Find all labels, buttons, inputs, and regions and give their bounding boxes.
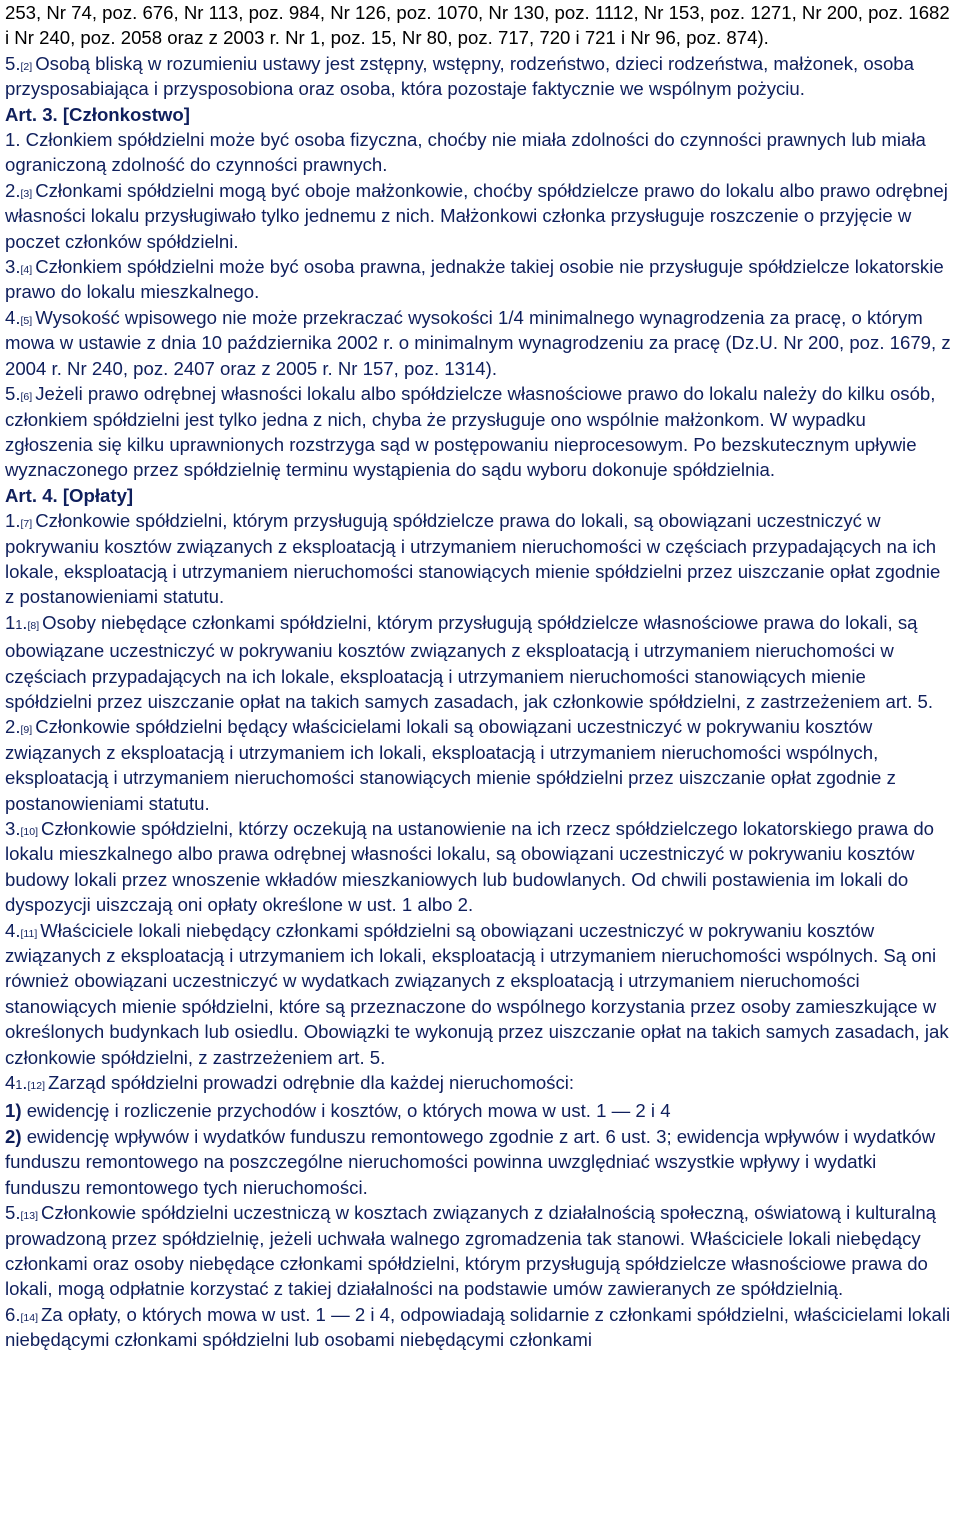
paragraph-text: Członkiem spółdzielni może być osoba prawna, jednakże takiej osobie nie przysługuje spółdzielcze lokatorskie prawo do lokalu mieszkalnego. bbox=[5, 256, 944, 303]
footnote-ref[interactable]: [7] bbox=[20, 518, 33, 531]
paragraph-number: 3. bbox=[5, 818, 21, 839]
art2-paragraph-5 bbox=[5, 51, 952, 102]
paragraph-number: 1 bbox=[5, 611, 16, 633]
art4-paragraph-3 bbox=[5, 816, 952, 918]
paragraph-number: 4. bbox=[5, 306, 21, 328]
art4-paragraph-6 bbox=[5, 1302, 952, 1353]
footnote-ref[interactable]: [9] bbox=[20, 724, 33, 737]
footnote-ref[interactable]: [3] bbox=[20, 187, 33, 200]
art4-paragraph-1-1 bbox=[5, 610, 952, 715]
art4-paragraph-4-1-item-1 bbox=[5, 1098, 952, 1123]
footnote-ref[interactable]: [14] bbox=[20, 1311, 39, 1324]
paragraph-number: 2. bbox=[5, 179, 21, 201]
footnote-ref[interactable]: [13] bbox=[20, 1210, 39, 1223]
paragraph-text: Członkowie spółdzielni, którzy oczekują na ustanowienie na ich rzecz spółdzielczego lokatorskiego prawa do lokalu mieszkalnego albo prawa odrębnej własności lokalu, są obowiązani uczestniczyć w pokrywaniu kosztów budowy lokali przez wnoszenie wkładów mieszkaniowych lub budowlanych. Od chwili postawienia im lokali do dyspozycji uiszczają oni opłaty określone w ust. 1 albo 2. bbox=[5, 818, 935, 916]
paragraph-number: 5. bbox=[5, 383, 21, 405]
paragraph-text: Właściciele lokali niebędący członkami spółdzielni są obowiązani uczestniczyć w pokrywaniu kosztów związanych z eksploatacją i utrzymaniem ich lokali, eksploatacją i utrzymaniem nieruchomości wspólnych. Są oni również obowiązani uczestniczyć w wydatkach związanych z eksploatacją i utrzymaniem nieruchomości stanowiących mienie spółdzielni, które są przeznaczone do wspólnego korzystania przez osoby zamieszkujące w określonych budynkach lub osiedlu. Obowiązki te wykonują przez uiszczanie opłat na takich samych zasadach, jak członkowie spółdzielni, z zastrzeżeniem art. 5. bbox=[5, 919, 949, 1068]
footnote-ref[interactable]: [11] bbox=[20, 927, 38, 940]
art4-paragraph-1 bbox=[5, 508, 952, 610]
item-text: ewidencję wpływów i wydatków funduszu remontowego zgodnie z art. 6 ust. 3; ewidencja wpływów i wydatków funduszu remontowego na poszczególne nieruchomości powinna uwzględniać wszystkie wpływy i wydatki funduszu remontowego tych nieruchomości. bbox=[5, 1125, 936, 1198]
art3-paragraph-4 bbox=[5, 305, 952, 381]
intro-paragraph: 253, Nr 74, poz. 676, Nr 113, poz. 984, Nr 126, poz. 1070, Nr 130, poz. 1112, Nr 153, poz. 1271, Nr 200, poz. 1682 i Nr 240, poz. 2058 oraz z 2003 r. Nr 1, poz. 15, Nr 80, poz. 717, 720 i 721 i Nr 96, poz. 874). bbox=[5, 2, 950, 49]
paragraph-number: 4. bbox=[5, 919, 21, 941]
footnote-ref[interactable]: [5] bbox=[20, 314, 33, 327]
paragraph-number: 3. bbox=[5, 256, 21, 278]
paragraph-number: 1. bbox=[5, 510, 21, 532]
art4-heading: Art. 4. [Opłaty] bbox=[5, 484, 134, 506]
footnote-ref[interactable]: [12] bbox=[27, 1080, 45, 1093]
art3-heading: Art. 3. [Członkostwo] bbox=[5, 103, 190, 125]
paragraph-number: 2. bbox=[5, 716, 21, 738]
art4-paragraph-5 bbox=[5, 1200, 952, 1302]
art4-paragraph-4-1-item-2 bbox=[5, 1124, 952, 1200]
paragraph-text: Jeżeli prawo odrębnej własności lokalu albo spółdzielcze własnościowe prawo do lokalu należy do kilku osób, członkiem spółdzielni jest tylko jedna z nich, chyba że przysługuje ono wspólnie małżonkom. W wypadku zgłoszenia się kilku uprawnionych rozstrzyga sąd w postępowaniu nieprocesowym. Po bezskutecznym upływie wyznaczonego przez spółdzielnię terminu wystąpienia do sądu wyboru dokonuje spółdzielnia. bbox=[5, 383, 936, 481]
paragraph-number-dot: . bbox=[22, 1072, 28, 1094]
item-number: 2) bbox=[5, 1125, 22, 1147]
paragraph-number-dot: . bbox=[22, 611, 28, 633]
paragraph-number-sub: 1 bbox=[15, 1078, 23, 1093]
art3-paragraph-5 bbox=[5, 381, 952, 483]
paragraph-number: 5. bbox=[5, 52, 21, 74]
art4-paragraph-4 bbox=[5, 918, 952, 1070]
art4-paragraph-4-1 bbox=[5, 1070, 952, 1098]
paragraph-text: Wysokość wpisowego nie może przekraczać wysokości 1/4 minimalnego wynagrodzenia za pracę, o którym mowa w ustawie z dnia 10 października 2002 r. o minimalnym wynagrodzeniu za pracę (Dz.U. Nr 200, poz. 1679, z 2004 r. Nr 240, poz. 2407 oraz z 2005 r. Nr 157, poz. 1314). bbox=[5, 306, 951, 379]
footnote-ref[interactable]: [10] bbox=[20, 826, 39, 838]
footnote-ref[interactable]: [6] bbox=[20, 391, 33, 404]
art3-paragraph-2 bbox=[5, 178, 952, 254]
art4-paragraph-2 bbox=[5, 714, 952, 816]
paragraph-text: Członkami spółdzielni mogą być oboje małżonkowie, choćby spółdzielcze prawo do lokalu albo prawo odrębnej własności lokalu przysługiwało tylko jednemu z nich. Małżonkowi członka przysługuje roszczenie o przyjęcie w poczet członków spółdzielni. bbox=[5, 179, 948, 252]
footnote-ref[interactable]: [4] bbox=[20, 264, 33, 277]
paragraph-number: 4 bbox=[5, 1072, 16, 1094]
paragraph-number: 6. bbox=[5, 1303, 21, 1325]
paragraph-text: Osobą bliską w rozumieniu ustawy jest zstępny, wstępny, rodzeństwo, dzieci rodzeństwa, małżonek, osoba przysposabiająca i przysposobiona oraz osoba, która pozostaje faktycznie we wspólnym pożyciu. bbox=[5, 52, 914, 100]
paragraph-number-sub: 1 bbox=[15, 617, 23, 632]
paragraph-number: 5. bbox=[5, 1202, 21, 1224]
paragraph-text: Osoby niebędące członkami spółdzielni, którym przysługują spółdzielcze własnościowe prawa do lokali, są obowiązane uczestniczyć w pokrywaniu kosztów związanych z eksploatacją i utrzymaniem nieruchomości w częściach przypadających na ich lokale, eksploatacją i utrzymaniem nieruchomości stanowiących mienie spółdzielni przez uiszczanie opłat na takich samych zasadach, jak członkowie spółdzielni, z zastrzeżeniem art. 5. bbox=[5, 611, 934, 712]
footnote-ref[interactable]: [2] bbox=[20, 60, 33, 73]
art3-paragraph-1: 1. Członkiem spółdzielni może być osoba fizyczna, choćby nie miała zdolności do czynności prawnych lub miała ograniczoną zdolność do czynności prawnych. bbox=[5, 129, 926, 176]
item-number: 1) bbox=[5, 1100, 22, 1122]
paragraph-text: Członkowie spółdzielni, którym przysługują spółdzielcze prawa do lokali, są obowiązani uczestniczyć w pokrywaniu kosztów związanych z eksploatacją i utrzymaniem nieruchomości w częściach przypadających na ich lokale, eksploatacją i utrzymaniem nieruchomości stanowiących mienie spółdzielni przez uiszczanie opłat zgodnie z postanowieniami statutu. bbox=[5, 510, 941, 608]
item-text: ewidencję i rozliczenie przychodów i kosztów, o których mowa w ust. 1 — 2 i 4 bbox=[21, 1100, 671, 1122]
paragraph-text: Członkowie spółdzielni będący właścicielami lokali są obowiązani uczestniczyć w pokrywaniu kosztów związanych z eksploatacją i utrzymaniem ich lokali, eksploatacją i utrzymaniem nieruchomości wspólnych, eksploatacją i utrzymaniem nieruchomości stanowiących mienie spółdzielni przez uiszczanie opłat zgodnie z postanowieniami statutu. bbox=[5, 716, 896, 814]
footnote-ref[interactable]: [8] bbox=[27, 619, 40, 632]
paragraph-text: Zarząd spółdzielni prowadzi odrębnie dla każdej nieruchomości: bbox=[47, 1072, 575, 1094]
paragraph-text: Członkowie spółdzielni uczestniczą w kosztach związanych z działalnością społeczną, oświatową i kulturalną prowadzoną przez spółdzielnię, jeżeli uchwała walnego zgromadzenia tak stanowi. Właściciele lokali niebędący członkami oraz osoby niebędące członkami spółdzielni, którym przysługują spółdzielcze własnościowe prawa do lokali, mogą odpłatnie korzystać z takiej działalności na podstawie umów zawieranych ze spółdzielnią. bbox=[5, 1202, 937, 1300]
paragraph-text: Za opłaty, o których mowa w ust. 1 — 2 i 4, odpowiadają solidarnie z członkami spółdzielni, właścicielami lokali niebędącymi członkami spółdzielni lub osobami niebędącymi członkami bbox=[5, 1303, 951, 1351]
art3-paragraph-3 bbox=[5, 254, 952, 305]
